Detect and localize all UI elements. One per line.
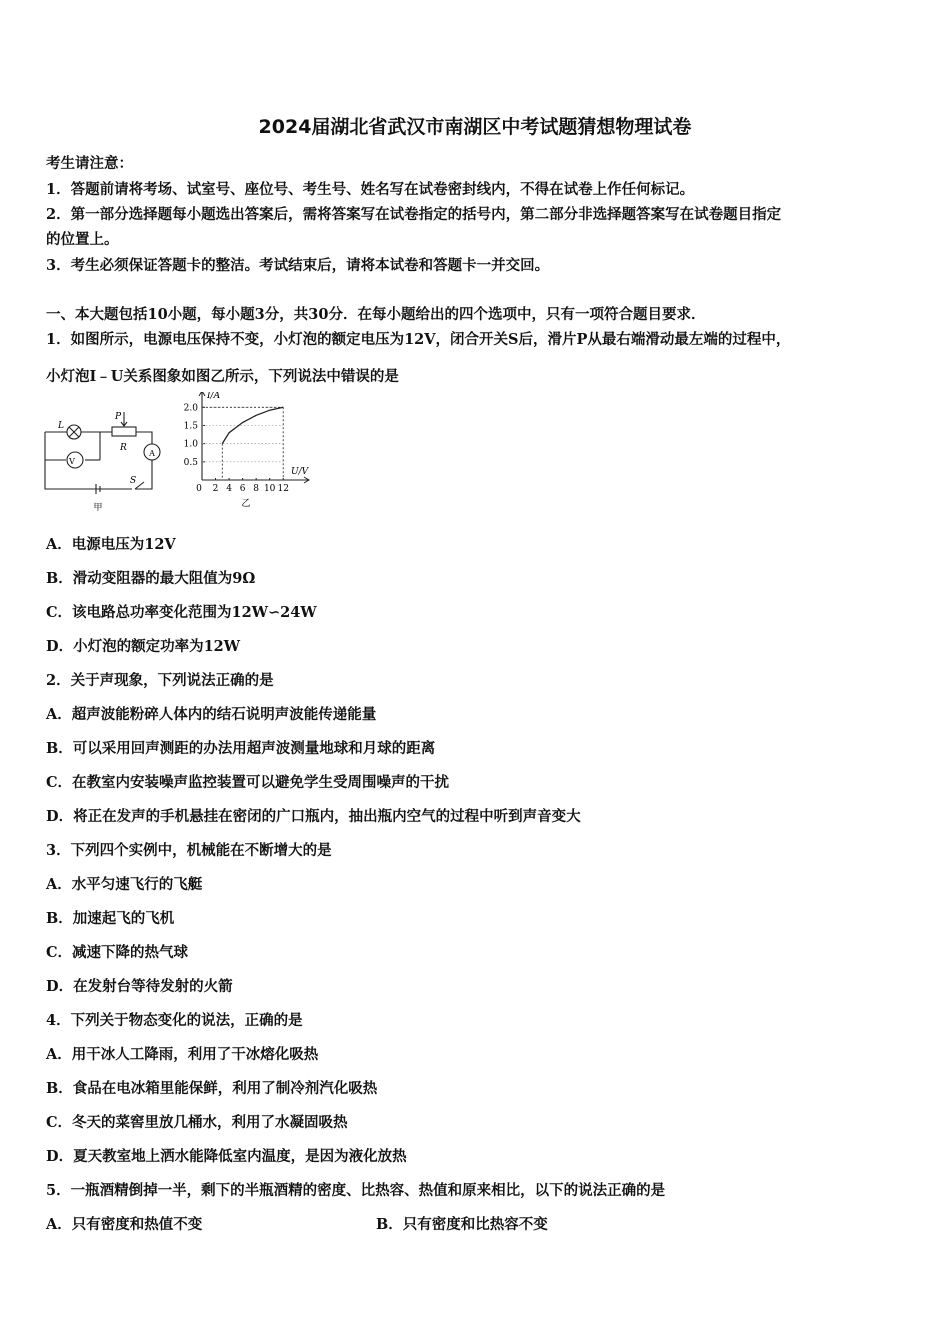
chart-x-axis-label: U/V: [291, 467, 309, 477]
chart-x-tick-label: 0: [196, 484, 202, 494]
q1-figures: [40, 392, 330, 517]
notice-heading: 考生请注意：: [46, 155, 133, 172]
q4-stem: 4．下列关于物态变化的说法，正确的是: [46, 1012, 303, 1029]
circuit-label-L: L: [58, 421, 64, 431]
q4-option-a[interactable]: A．用干冰人工降雨，利用了干冰熔化吸热: [46, 1046, 319, 1063]
q4-option-c[interactable]: C．冬天的菜窖里放几桶水，利用了水凝固吸热: [46, 1114, 348, 1131]
section-1-heading: 一、本大题包括10小题，每小题3分，共30分．在每小题给出的四个选项中，只有一项符合题目要求．: [46, 306, 706, 323]
circuit-label-R: R: [120, 443, 127, 453]
notice-item-2: 2．第一部分选择题每小题选出答案后，需将答案写在试卷指定的括号内，第二部分非选择题答案写在试卷题目指定: [46, 206, 782, 223]
q3-option-b[interactable]: B．加速起飞的飞机: [46, 910, 175, 927]
q3-option-a[interactable]: A．水平匀速飞行的飞艇: [46, 876, 203, 893]
rheostat-symbol: [112, 427, 136, 436]
iu-chart-yi: [184, 392, 309, 494]
chart-y-tick-label: 1.0: [183, 439, 198, 450]
circuit-label-A: A: [149, 449, 155, 458]
q5-option-b[interactable]: B．只有密度和比热容不变: [376, 1216, 548, 1233]
q2-option-d[interactable]: D．将正在发声的手机悬挂在密闭的广口瓶内，抽出瓶内空气的过程中听到声音变大: [46, 808, 581, 825]
q4-option-b[interactable]: B．食品在电冰箱里能保鲜，利用了制冷剂汽化吸热: [46, 1080, 378, 1097]
chart-y-tick-label: 1.5: [183, 421, 198, 432]
q2-option-b[interactable]: B．可以采用回声测距的办法用超声波测量地球和月球的距离: [46, 740, 436, 757]
q3-option-c[interactable]: C．减速下降的热气球: [46, 944, 189, 961]
notice-item-2-cont: 的位置上。: [46, 231, 119, 248]
q4-option-d[interactable]: D．夏天教室地上洒水能降低室内温度，是因为液化放热: [46, 1148, 407, 1165]
chart-y-tick-label: 2.0: [183, 403, 198, 414]
chart-x-tick-label: 8: [253, 484, 260, 494]
q2-option-a[interactable]: A．超声波能粉碎人体内的结石说明声波能传递能量: [46, 706, 377, 723]
chart-x-tick-label: 2: [212, 484, 219, 494]
circuit-caption: 甲: [93, 503, 103, 513]
q1-stem-line-2: 小灯泡I﹣U关系图象如图乙所示，下列说法中错误的是: [46, 368, 399, 385]
chart-x-tick-label: 10: [263, 484, 276, 494]
circuit-label-P: P: [115, 412, 122, 422]
chart-y-axis-label: I/A: [207, 392, 221, 401]
circuit-label-V: V: [69, 457, 75, 466]
q1-option-c[interactable]: C．该电路总功率变化范围为12W∽24W: [46, 604, 317, 621]
q2-stem: 2．关于声现象，下列说法正确的是: [46, 672, 274, 689]
q3-option-d[interactable]: D．在发射台等待发射的火箭: [46, 978, 233, 995]
q1-option-b[interactable]: B．滑动变阻器的最大阻值为9Ω: [46, 570, 256, 587]
notice-item-1: 1．答题前请将考场、试室号、座位号、考生号、姓名写在试卷密封线内，不得在试卷上作任何标记。: [46, 181, 695, 198]
q1-figures-svg: [40, 392, 330, 517]
q3-stem: 3．下列四个实例中，机械能在不断增大的是: [46, 842, 332, 859]
chart-x-tick-label: 12: [277, 484, 289, 494]
chart-caption: 乙: [241, 499, 251, 509]
page-title: 2024届湖北省武汉市南湖区中考试题猜想物理试卷: [258, 116, 692, 138]
notice-item-3: 3．考生必须保证答题卡的整洁。考试结束后，请将本试卷和答题卡一并交回。: [46, 257, 550, 274]
chart-y-tick-label: 0.5: [183, 457, 198, 468]
q5-option-a[interactable]: A．只有密度和热值不变: [46, 1216, 203, 1233]
q1-option-d[interactable]: D．小灯泡的额定功率为12W: [46, 638, 241, 655]
q1-stem-line-1: 1．如图所示，电源电压保持不变，小灯泡的额定电压为12V，闭合开关S后，滑片P从最右端滑动最左端的过程中，: [46, 331, 791, 348]
lamp-symbol: [67, 425, 81, 439]
q5-stem: 5．一瓶酒精倒掉一半，剩下的半瓶酒精的密度、比热容、热值和原来相比，以下的说法正确的是: [46, 1182, 666, 1199]
q1-option-a[interactable]: A．电源电压为12V: [46, 536, 176, 553]
switch-blade: [135, 482, 144, 489]
q2-option-c[interactable]: C．在教室内安装噪声监控装置可以避免学生受周围噪声的干扰: [46, 774, 450, 791]
chart-x-tick-label: 6: [239, 484, 246, 494]
circuit-label-S: S: [130, 476, 137, 486]
chart-x-tick-label: 4: [226, 484, 232, 494]
